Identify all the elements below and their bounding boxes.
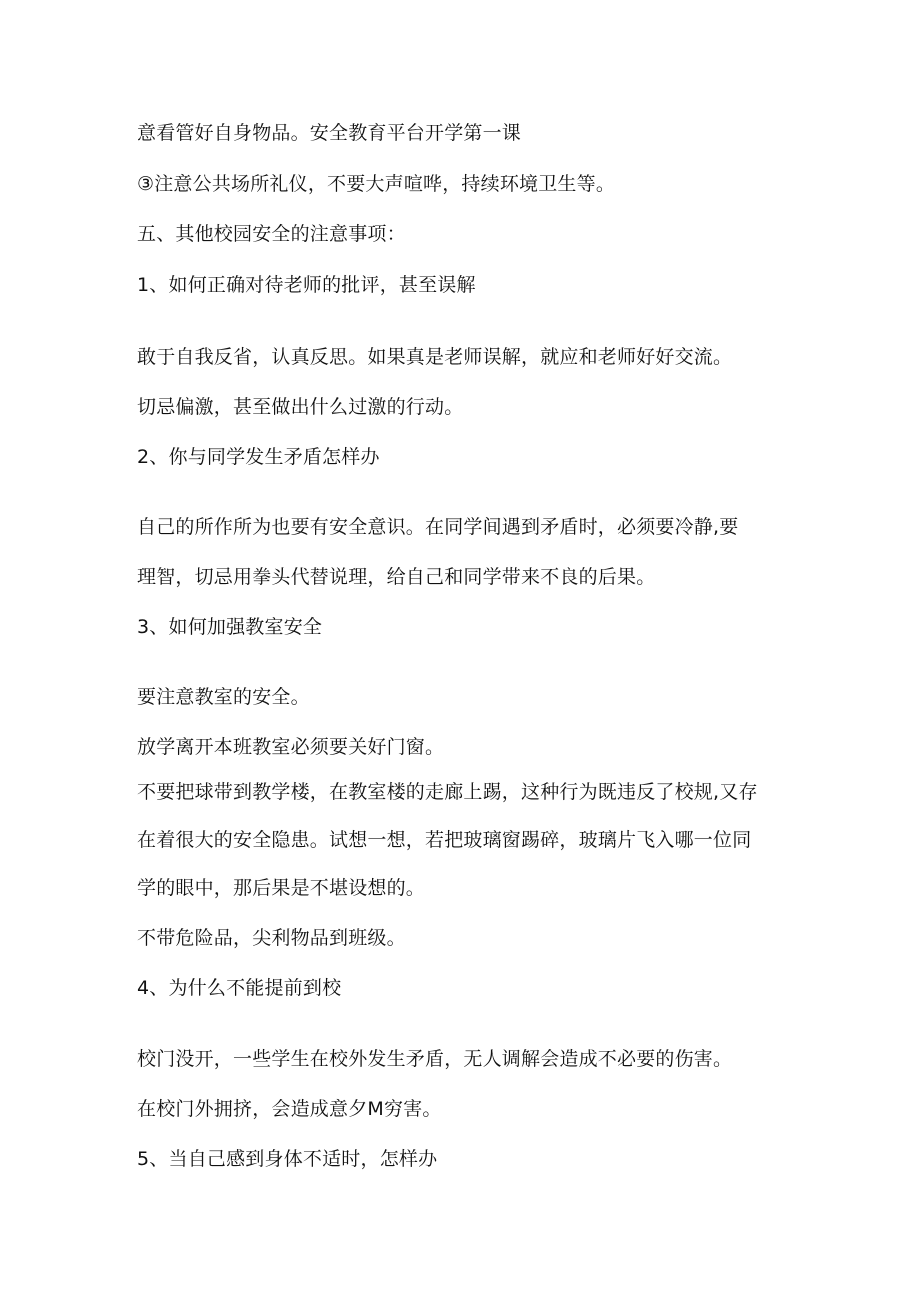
question-heading: 2、你与同学发生矛盾怎样办 (137, 446, 380, 468)
paragraph-line: 敢于自我反省，认真反思。如果真是老师误解，就应和老师好好交流。 (137, 346, 733, 368)
paragraph-line: ③注意公共场所礼仪，不要大声喧哗，持续环境卫生等。 (137, 173, 616, 195)
paragraph-line: 在着很大的安全隐患。试想一想，若把玻璃窗踢碎，玻璃片飞入哪一位同 (137, 829, 752, 851)
paragraph-line: 在校门外拥挤，会造成意夕M穷害。 (137, 1098, 442, 1120)
question-heading: 4、为什么不能提前到校 (137, 977, 342, 999)
question-heading: 3、如何加强教室安全 (137, 616, 323, 638)
question-heading: 5、当自己感到身体不适时，怎样办 (137, 1148, 438, 1170)
paragraph-line: 理智，切忌用拳头代替说理，给自己和同学带来不良的后果。 (137, 566, 656, 588)
paragraph-line: 学的眼中，那后果是不堪设想的。 (137, 877, 426, 899)
paragraph-line: 校门没开，一些学生在校外发生矛盾，无人调解会造成不必要的伤害。 (137, 1048, 733, 1070)
paragraph-line: 切忌偏激，甚至做出什么过激的行动。 (137, 396, 464, 418)
paragraph-line: 放学离开本班教室必须要关好门窗。 (137, 736, 445, 758)
section-heading: 五、其他校园安全的注意事项： (137, 223, 406, 245)
paragraph-line: 不带危险品，尖利物品到班级。 (137, 927, 406, 949)
question-heading: 1、如何正确对待老师的批评，甚至误解 (137, 274, 476, 296)
paragraph-line: 不要把球带到教学楼，在教室楼的走廊上踢，这种行为既违反了校规,又存 (137, 781, 758, 803)
paragraph-line: 意看管好自身物品。安全教育平台开学第一课 (137, 122, 522, 144)
paragraph-line: 自己的所作所为也要有安全意识。在同学间遇到矛盾时，必须要冷静,要 (137, 516, 739, 538)
paragraph-line: 要注意教室的安全。 (137, 686, 310, 708)
